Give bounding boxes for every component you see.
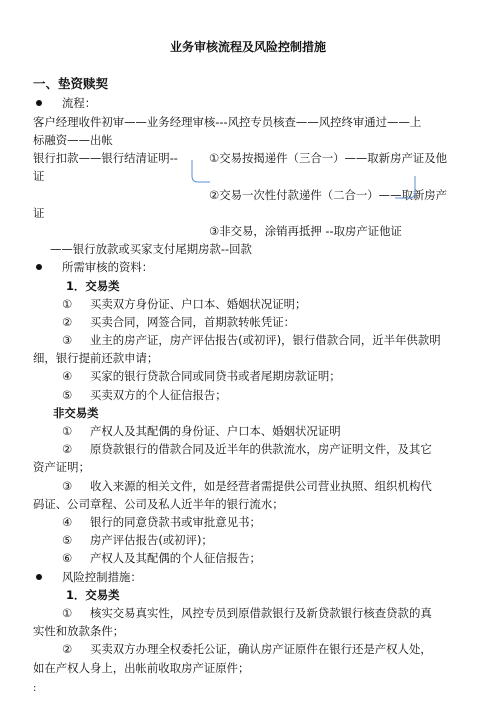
bullet-dot: [36, 264, 42, 270]
list-item-continuation: 实性和放款条件；: [33, 624, 125, 638]
list-item: 原贷款银行的借款合同及近半年的供款流水，房产证明文件，及其它: [90, 442, 432, 456]
list-item: 业主的房产证，房产评估报告(或初评)，银行借款合同，近半年供款明: [90, 333, 441, 347]
item-num: ④: [62, 369, 73, 383]
footer-mark: :: [33, 683, 37, 694]
item-num: ③: [62, 333, 73, 347]
list-item: 买卖双方的个人征信报告；: [90, 388, 227, 402]
bullet-dot: [36, 574, 42, 580]
list-item: 核实交易真实性，风控专员到原借款银行及新贷款银行核查贷款的真: [90, 606, 432, 620]
risk-trade-heading: 1．交易类: [66, 588, 120, 602]
item-num: ②: [62, 315, 73, 329]
process-line: ——银行放款或买家支付尾期房款--回款: [50, 242, 252, 256]
list-item: 买卖双方办理全权委托公证，确认房产证原件在银行还是产权人处，: [90, 642, 432, 656]
item-num: ⑥: [62, 551, 73, 565]
item-num: ①: [62, 424, 73, 438]
process-branch-1: ①交易按揭递件（三合一）——取新房产证及他: [209, 151, 448, 165]
process-line: 标融资——出帐: [33, 133, 113, 147]
section-heading: 一、垫资赎契: [33, 76, 109, 91]
item-num: ③: [62, 479, 73, 493]
list-item-continuation: 码证、公司章程、公司及私人近半年的银行流水；: [33, 497, 284, 511]
list-item: 房产评估报告(或初评)；: [90, 533, 213, 547]
item-num: ④: [62, 515, 73, 529]
nontrade-heading: 非交易类: [53, 406, 99, 420]
item-num: ①: [62, 606, 73, 620]
bullet-dot: [36, 100, 42, 106]
item-num: ⑤: [62, 533, 73, 547]
process-line: 银行扣款——银行结清证明--: [33, 151, 178, 165]
process-branch-2: ②交易一次性付款递件（二合一）——取新房产: [209, 188, 448, 202]
item-num: ①: [62, 297, 73, 311]
item-num: ②: [62, 442, 73, 456]
document-title: 业务审核流程及风险控制措施: [169, 40, 326, 54]
process-line: 证: [33, 206, 45, 220]
bullet-process-label: 流程：: [62, 96, 97, 110]
trade-heading: 1．交易类: [66, 279, 120, 293]
list-item: 买卖合同，网签合同，首期款转帐凭证：: [90, 315, 296, 329]
list-item: 银行的同意贷款书或审批意见书；: [90, 515, 261, 529]
list-item-continuation: 细，银行提前还款申请；: [33, 351, 159, 365]
item-num: ⑤: [62, 388, 73, 402]
bracket-connector-right: [395, 176, 425, 206]
bracket-connector-left: [190, 160, 220, 190]
list-item: 收入来源的相关文件，如是经营者需提供公司营业执照、组织机构代: [90, 479, 432, 493]
process-line: 证: [33, 169, 45, 183]
list-item: 产权人及其配偶的身份证、户口本、婚姻状况证明: [90, 424, 341, 438]
process-branch-3: ③非交易，涂销再抵押 --取房产证他证: [209, 224, 402, 238]
item-num: ②: [62, 642, 73, 656]
list-item-continuation: 如在产权人身上，出帐前收取房产证原件；: [33, 661, 250, 675]
process-line: 客户经理收件初审——业务经理审核---风控专员核查——风控终审通过——上: [33, 115, 422, 129]
list-item: 买家的银行贷款合同或同贷书或者尾期房款证明；: [90, 369, 341, 383]
bullet-materials-label: 所需审核的资料：: [62, 260, 154, 274]
list-item: 产权人及其配偶的个人征信报告；: [90, 551, 261, 565]
list-item-continuation: 资产证明；: [33, 460, 90, 474]
list-item: 买卖双方身份证、户口本、婚姻状况证明；: [90, 297, 307, 311]
bullet-risk-label: 风险控制措施：: [62, 570, 142, 584]
